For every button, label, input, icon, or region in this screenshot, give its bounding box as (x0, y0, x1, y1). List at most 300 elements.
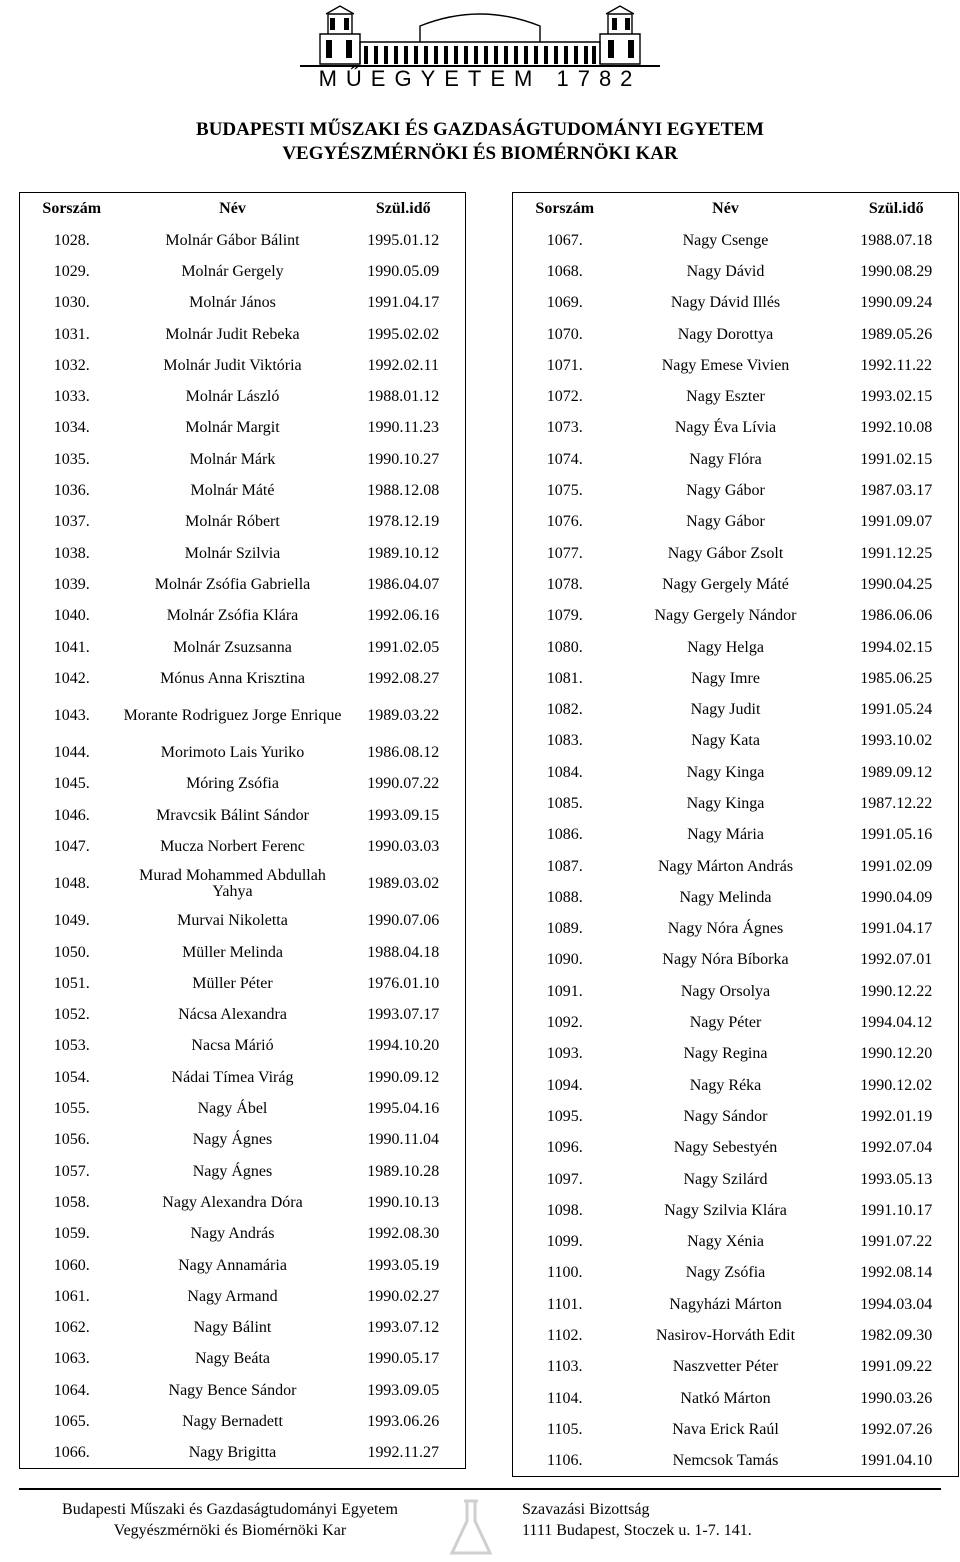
table-row (20, 906, 466, 937)
table-row (513, 1414, 959, 1445)
table-row (20, 663, 466, 694)
row-name: Naszvetter Péter (672, 1358, 779, 1376)
row-birthdate: 1992.02.11 (367, 356, 439, 374)
row-name: Molnár Gábor Bálint (165, 231, 300, 249)
row-birthdate: 1992.06.16 (367, 607, 440, 625)
row-name: Molnár Róbert (185, 513, 280, 531)
row-number: 1077. (546, 544, 583, 562)
row-number: 1043. (53, 706, 90, 724)
row-birthdate: 1991.02.05 (367, 638, 440, 656)
table-row (20, 937, 466, 968)
table-row (20, 1250, 466, 1281)
row-birthdate: 1989.05.26 (860, 325, 933, 343)
table-row (20, 1406, 466, 1437)
row-name: Nagy Éva Lívia (674, 419, 777, 437)
row-birthdate: 1991.07.22 (860, 1233, 933, 1251)
table-row (20, 800, 466, 831)
table-row (20, 475, 466, 506)
row-name: Murvai Nikoletta (177, 912, 288, 930)
row-number: 1086. (546, 826, 583, 844)
row-birthdate: 1990.08.29 (860, 262, 933, 280)
row-birthdate: 1993.07.12 (367, 1319, 440, 1337)
table-row (20, 769, 466, 800)
row-birthdate: 1989.03.22 (367, 706, 440, 724)
row-name: Nagy Eszter (686, 388, 765, 406)
row-birthdate: 1992.08.27 (367, 669, 440, 687)
table-row (20, 632, 466, 663)
table-row (513, 757, 959, 788)
row-number: 1050. (53, 943, 90, 961)
table-row (20, 507, 466, 538)
row-number: 1084. (546, 763, 583, 781)
row-birthdate: 1994.02.15 (860, 638, 933, 656)
table-row (513, 507, 959, 538)
row-name: Nagy Márton András (657, 857, 794, 875)
column-header-number: Sorszám (42, 200, 102, 217)
row-name: Molnár Márk (189, 450, 276, 468)
row-number: 1081. (546, 669, 583, 687)
row-birthdate: 1976.01.10 (367, 974, 440, 992)
row-name: Molnár Judit Rebeka (165, 325, 300, 343)
row-birthdate: 1986.04.07 (367, 575, 440, 593)
table-row (20, 225, 466, 256)
row-birthdate: 1990.02.27 (367, 1287, 440, 1305)
row-name: Nagy Kinga (686, 763, 765, 781)
row-name: Mónus Anna Krisztina (160, 669, 305, 687)
table-row (20, 1062, 466, 1093)
row-birthdate: 1992.08.14 (860, 1264, 933, 1282)
row-birthdate: 1990.07.22 (367, 775, 440, 793)
row-birthdate: 1992.08.30 (367, 1225, 440, 1243)
row-name: Nagy Csenge (682, 231, 769, 249)
table-row (20, 737, 466, 768)
row-birthdate: 1990.04.25 (860, 575, 933, 593)
column-header-birthdate: Szül.idő (375, 200, 431, 217)
row-birthdate: 1985.06.25 (860, 669, 933, 687)
row-number: 1029. (53, 262, 90, 280)
row-birthdate: 1990.12.20 (860, 1045, 933, 1063)
row-birthdate: 1991.02.15 (860, 450, 933, 468)
row-name: Nagy Flóra (689, 450, 762, 468)
row-number: 1028. (53, 231, 90, 249)
row-birthdate: 1991.12.25 (860, 544, 933, 562)
row-number: 1100. (547, 1264, 583, 1282)
row-name: Nagy Dávid Illés (670, 294, 781, 312)
row-name: Nagy Ábel (197, 1100, 268, 1118)
row-name: Nagy Brigitta (188, 1444, 277, 1462)
row-number: 1047. (53, 837, 90, 855)
table-row (20, 413, 466, 444)
row-birthdate: 1991.04.17 (367, 294, 440, 312)
row-number: 1030. (53, 294, 90, 312)
row-birthdate: 1990.09.24 (860, 294, 933, 312)
row-number: 1036. (53, 482, 90, 500)
table-row (20, 256, 466, 287)
row-birthdate: 1989.09.12 (860, 763, 933, 781)
row-birthdate: 1988.07.18 (860, 231, 933, 249)
row-number: 1065. (53, 1413, 90, 1431)
row-birthdate: 1995.01.12 (367, 231, 440, 249)
row-name: Nagy Helga (687, 638, 764, 656)
row-name: Nagy Nóra Ágnes (667, 920, 784, 938)
row-number: 1042. (53, 669, 90, 687)
table-row (513, 851, 959, 882)
row-number: 1048. (53, 875, 90, 893)
row-name: Nagy Gábor (686, 513, 765, 531)
row-name: Nagy Regina (683, 1045, 768, 1063)
row-name: Nácsa Alexandra (178, 1006, 287, 1024)
row-number: 1057. (53, 1162, 90, 1180)
row-name: Nagy Armand (187, 1287, 278, 1305)
row-birthdate: 1991.10.17 (860, 1201, 933, 1219)
university-name: BUDAPESTI MŰSZAKI ÉS GAZDASÁGTUDOMÁNYI EGYETEM (196, 119, 764, 140)
row-birthdate: 1990.10.27 (367, 450, 440, 468)
row-name: Nagy Bence Sándor (168, 1381, 297, 1399)
row-name: Nagy Bálint (193, 1319, 272, 1337)
table-row (513, 1039, 959, 1070)
row-number: 1066. (53, 1444, 90, 1462)
table-row (513, 288, 959, 319)
table-row (513, 1133, 959, 1164)
row-number: 1069. (546, 294, 583, 312)
row-birthdate: 1993.09.15 (367, 806, 440, 824)
row-birthdate: 1990.03.26 (860, 1389, 933, 1407)
row-number: 1105. (547, 1420, 583, 1438)
row-name: Nagy Ágnes (192, 1131, 273, 1149)
row-number: 1033. (53, 388, 90, 406)
row-birthdate: 1992.07.04 (860, 1139, 933, 1157)
row-name: Molnár Judit Viktória (163, 356, 302, 374)
row-name: Mucza Norbert Ferenc (160, 837, 305, 855)
row-birthdate: 1993.07.17 (367, 1006, 440, 1024)
row-name: Molnár Gergely (181, 262, 284, 280)
row-number: 1083. (546, 732, 583, 750)
row-name: Nagy András (190, 1225, 275, 1243)
row-name: Nagy Nóra Bíborka (662, 951, 789, 969)
row-birthdate: 1989.10.12 (367, 544, 440, 562)
column-header-name: Név (712, 200, 739, 217)
row-name: Molnár Margit (185, 419, 280, 437)
row-number: 1080. (546, 638, 583, 656)
voter-table-left (19, 192, 466, 1469)
row-number: 1106. (547, 1451, 583, 1469)
row-birthdate: 1994.03.04 (860, 1295, 933, 1313)
row-name: Nagy Ágnes (192, 1162, 273, 1180)
row-birthdate: 1990.12.22 (860, 982, 933, 1000)
row-birthdate: 1987.03.17 (860, 482, 933, 500)
row-birthdate: 1982.09.30 (860, 1327, 933, 1345)
row-name: Nagy Beáta (194, 1350, 271, 1368)
table-row (513, 820, 959, 851)
row-number: 1101. (547, 1295, 583, 1313)
row-name: Nemcsok Tamás (672, 1451, 779, 1469)
row-birthdate: 1989.03.02 (367, 875, 440, 893)
row-birthdate: 1986.08.12 (367, 744, 440, 762)
row-name: Móring Zsófia (186, 775, 279, 793)
row-number: 1031. (53, 325, 90, 343)
row-name: Nagy Dorottya (677, 325, 774, 343)
row-birthdate: 1992.11.22 (860, 356, 932, 374)
row-number: 1044. (53, 744, 90, 762)
voter-table-right (512, 192, 959, 1477)
row-name: Nagy Péter (689, 1014, 762, 1032)
row-number: 1103. (547, 1358, 583, 1376)
row-number: 1051. (53, 974, 90, 992)
row-number: 1046. (53, 806, 90, 824)
row-number: 1032. (53, 356, 90, 374)
table-row (20, 1313, 466, 1344)
row-number: 1095. (546, 1107, 583, 1125)
row-number: 1099. (546, 1233, 583, 1251)
row-name: Müller Péter (192, 974, 273, 992)
row-number: 1093. (546, 1045, 583, 1063)
row-birthdate: 1993.10.02 (860, 732, 933, 750)
table-row (20, 569, 466, 600)
row-birthdate: 1995.02.02 (367, 325, 440, 343)
row-birthdate: 1992.10.08 (860, 419, 933, 437)
row-name: Molnár Zsófia Klára (166, 607, 299, 625)
table-row (513, 663, 959, 694)
table-row (513, 413, 959, 444)
row-number: 1068. (546, 262, 583, 280)
row-name: Müller Melinda (182, 943, 283, 961)
table-row (513, 788, 959, 819)
row-name: Nagy Gergely Nándor (654, 607, 797, 625)
row-name: Nagy Gergely Máté (662, 575, 789, 593)
row-birthdate: 1978.12.19 (367, 513, 440, 531)
row-name: Nagy Judit (690, 701, 761, 719)
row-name: Nagy Szilárd (683, 1170, 768, 1188)
row-birthdate: 1993.05.13 (860, 1170, 933, 1188)
row-birthdate: 1991.09.07 (860, 513, 933, 531)
row-number: 1076. (546, 513, 583, 531)
table-row (513, 1320, 959, 1351)
row-number: 1102. (547, 1327, 583, 1345)
row-number: 1097. (546, 1170, 583, 1188)
row-number: 1079. (546, 607, 583, 625)
table-row (513, 632, 959, 663)
row-birthdate: 1991.04.10 (860, 1451, 933, 1469)
row-birthdate: 1990.12.02 (860, 1076, 933, 1094)
row-birthdate: 1993.02.15 (860, 388, 933, 406)
row-name: Nagy Alexandra Dóra (162, 1193, 303, 1211)
row-birthdate: 1994.04.12 (860, 1014, 933, 1032)
footer-faculty: Vegyészmérnöki és Biomérnöki Kar (113, 1522, 347, 1539)
row-name: Molnár Szilvia (184, 544, 281, 562)
table-row (20, 1093, 466, 1124)
row-number: 1063. (53, 1350, 90, 1368)
row-name: Molnár János (189, 294, 276, 312)
row-number: 1040. (53, 607, 90, 625)
row-name: Molnár Máté (190, 482, 275, 500)
row-birthdate: 1991.05.24 (860, 701, 933, 719)
table-row (513, 225, 959, 256)
row-birthdate: 1993.09.05 (367, 1381, 440, 1399)
table-row (513, 538, 959, 569)
row-birthdate: 1990.10.13 (367, 1193, 440, 1211)
row-number: 1058. (53, 1193, 90, 1211)
row-number: 1091. (546, 982, 583, 1000)
row-name: Molnár Zsófia Gabriella (154, 575, 311, 593)
row-name: Morante Rodriguez Jorge Enrique (123, 706, 342, 724)
table-row (513, 1258, 959, 1289)
row-number: 1085. (546, 794, 583, 812)
row-name: Nagy Dávid (686, 262, 765, 280)
table-row (20, 694, 466, 737)
row-name: Nagy Melinda (679, 888, 772, 906)
row-name: Nagy Kinga (686, 794, 765, 812)
row-birthdate: 1992.01.19 (860, 1107, 933, 1125)
row-birthdate: 1988.12.08 (367, 482, 440, 500)
row-number: 1038. (53, 544, 90, 562)
table-row (20, 1031, 466, 1062)
row-number: 1035. (53, 450, 90, 468)
row-number: 1052. (53, 1006, 90, 1024)
row-name: Molnár László (185, 388, 280, 406)
table-row (513, 1383, 959, 1414)
row-birthdate: 1991.05.16 (860, 826, 933, 844)
row-birthdate: 1990.07.06 (367, 912, 440, 930)
row-name: Nagy Mária (687, 826, 764, 844)
row-number: 1059. (53, 1225, 90, 1243)
row-name: Natkó Márton (680, 1389, 771, 1407)
row-birthdate: 1990.09.12 (367, 1068, 440, 1086)
table-row (20, 1219, 466, 1250)
row-birthdate: 1990.04.09 (860, 888, 933, 906)
faculty-name: VEGYÉSZMÉRNÖKI ÉS BIOMÉRNÖKI KAR (282, 143, 678, 164)
row-birthdate: 1989.10.28 (367, 1162, 440, 1180)
table-row (20, 1125, 466, 1156)
row-number: 1061. (53, 1287, 90, 1305)
row-birthdate: 1988.01.12 (367, 388, 440, 406)
row-number: 1037. (53, 513, 90, 531)
row-number: 1078. (546, 575, 583, 593)
table-row (513, 1227, 959, 1258)
row-birthdate: 1990.11.04 (367, 1131, 439, 1149)
row-number: 1041. (53, 638, 90, 656)
row-birthdate: 1990.05.17 (367, 1350, 440, 1368)
table-row (20, 601, 466, 632)
row-number: 1074. (546, 450, 583, 468)
footer-committee (522, 1499, 942, 1541)
table-row (513, 1007, 959, 1038)
row-birthdate: 1991.09.22 (860, 1358, 933, 1376)
row-number: 1088. (546, 888, 583, 906)
row-name: Nagy Réka (689, 1076, 762, 1094)
row-number: 1092. (546, 1014, 583, 1032)
row-birthdate: 1990.11.23 (367, 419, 439, 437)
row-birthdate: 1990.05.09 (367, 262, 440, 280)
row-birthdate: 1993.06.26 (367, 1413, 440, 1431)
row-number: 1060. (53, 1256, 90, 1274)
row-number: 1090. (546, 951, 583, 969)
column-header-number: Sorszám (535, 200, 595, 217)
row-number: 1071. (546, 356, 583, 374)
row-name: Nasirov-Horváth Edit (655, 1327, 796, 1345)
row-name: Nagy Sebestyén (673, 1139, 778, 1157)
table-row (20, 831, 466, 862)
row-number: 1098. (546, 1201, 583, 1219)
footer-institution (20, 1499, 440, 1541)
table-row (513, 1101, 959, 1132)
row-number: 1054. (53, 1068, 90, 1086)
footer-divider (19, 1488, 941, 1490)
table-row (513, 1195, 959, 1226)
row-number: 1072. (546, 388, 583, 406)
row-number: 1094. (546, 1076, 583, 1094)
table-row (513, 381, 959, 412)
row-birthdate: 1992.07.01 (860, 951, 933, 969)
table-row (20, 350, 466, 381)
row-number: 1104. (547, 1389, 583, 1407)
table-row (20, 1156, 466, 1187)
table-row (20, 444, 466, 475)
row-name: Nagy Orsolya (680, 982, 771, 1000)
table-row (513, 569, 959, 600)
row-number: 1056. (53, 1131, 90, 1149)
row-birthdate: 1991.02.09 (860, 857, 933, 875)
table-row (513, 1070, 959, 1101)
table-row (20, 1000, 466, 1031)
row-birthdate: 1992.07.26 (860, 1420, 933, 1438)
logo-wordmark: MŰEGYETEM 1782 (318, 66, 642, 91)
table-row (513, 726, 959, 757)
row-birthdate: 1993.05.19 (367, 1256, 440, 1274)
table-row (20, 288, 466, 319)
row-name: Nagyházi Márton (669, 1295, 782, 1313)
flask-icon (440, 1497, 502, 1559)
row-name: Molnár Zsuzsanna (173, 638, 292, 656)
table-row (513, 914, 959, 945)
row-number: 1073. (546, 419, 583, 437)
row-name: Mravcsik Bálint Sándor (156, 806, 309, 824)
row-name: Nagy Imre (691, 669, 760, 687)
row-number: 1075. (546, 482, 583, 500)
row-birthdate: 1995.04.16 (367, 1100, 440, 1118)
table-row (20, 1438, 466, 1469)
column-header-birthdate: Szül.idő (868, 200, 924, 217)
table-row (513, 1352, 959, 1383)
row-number: 1067. (546, 231, 583, 249)
row-birthdate: 1991.04.17 (860, 920, 933, 938)
table-row (20, 1344, 466, 1375)
table-row (513, 475, 959, 506)
table-row (20, 381, 466, 412)
table-row (513, 601, 959, 632)
table-row (513, 882, 959, 913)
footer-university: Budapesti Műszaki és Gazdaságtudományi Egyetem (62, 1501, 398, 1518)
table-row (513, 694, 959, 725)
table-row (513, 945, 959, 976)
row-name: Nádai Tímea Virág (171, 1068, 294, 1086)
table-row (513, 1289, 959, 1320)
row-birthdate: 1990.03.03 (367, 837, 440, 855)
table-row (20, 1187, 466, 1218)
table-row (513, 319, 959, 350)
row-number: 1089. (546, 920, 583, 938)
row-number: 1049. (53, 912, 90, 930)
row-name: Nagy Kata (691, 732, 760, 750)
row-name: Nagy Bernadett (182, 1413, 283, 1431)
row-name: Nagy Gábor (686, 482, 765, 500)
footer-committee-name: Szavazási Bizottság (522, 1501, 650, 1518)
row-name: Murad Mohammed Abdullah Yahya (139, 867, 326, 901)
row-name: Nagy Zsófia (685, 1264, 766, 1282)
row-name: Nagy Sándor (683, 1107, 768, 1125)
table-row (20, 968, 466, 999)
footer-address: 1111 Budapest, Stoczek u. 1-7. 141. (522, 1522, 752, 1539)
row-number: 1070. (546, 325, 583, 343)
